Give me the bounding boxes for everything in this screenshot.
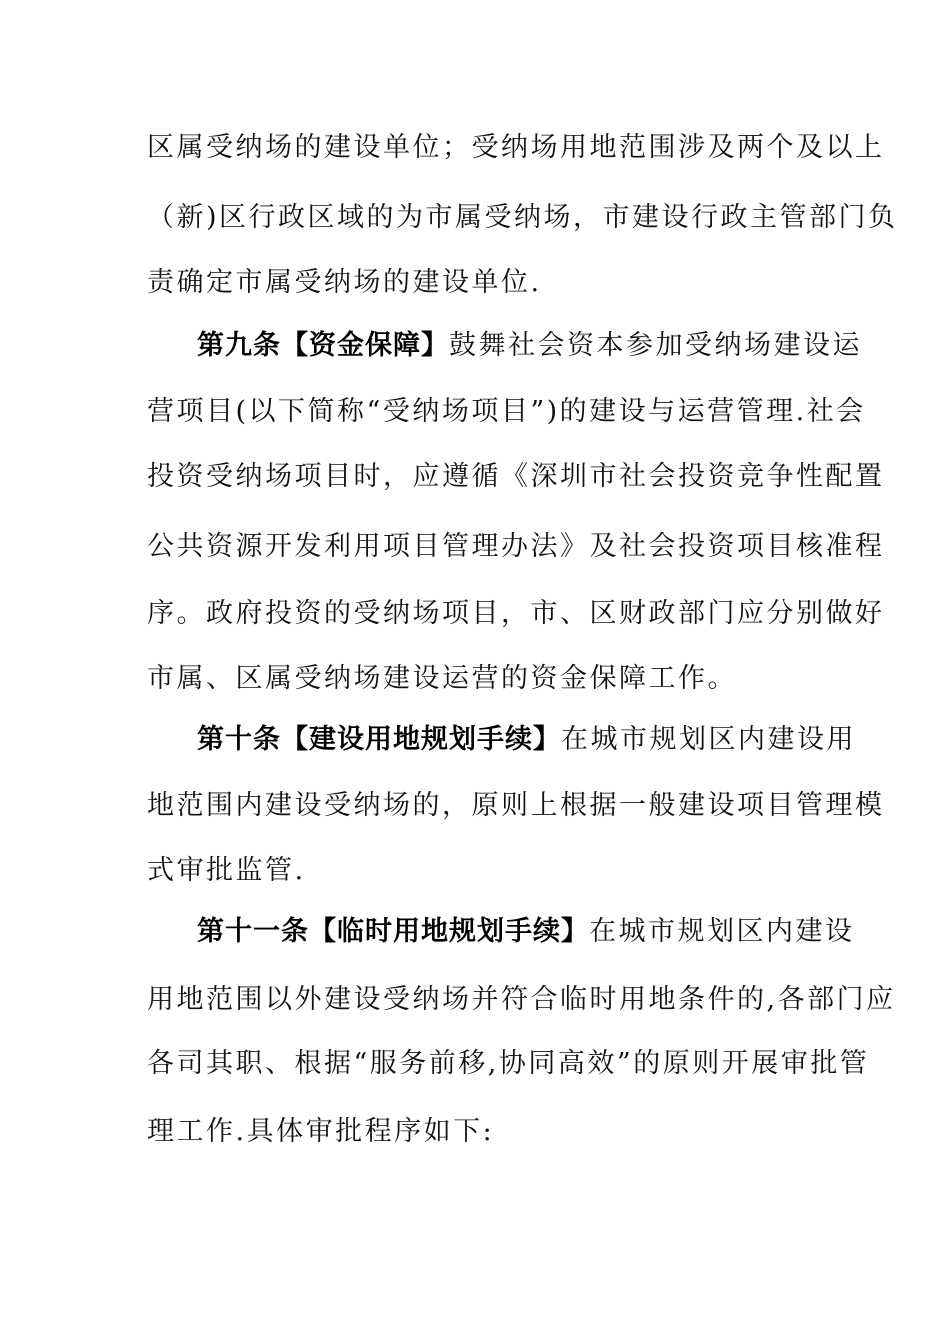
line-text: 理工作.具体审批程序如下: (147, 1116, 495, 1147)
article-heading-line (197, 329, 862, 363)
paragraph-line (147, 983, 896, 1017)
article-heading: 第九条【资金保障】 (197, 330, 449, 361)
line-text: 各司其职、根据“服务前移,协同高效”的原则开展审批管 (147, 1048, 870, 1079)
line-text: （新)区行政区域的为市属受纳场，市建设行政主管部门负 (147, 202, 898, 233)
line-text: 投资受纳场项目时，应遵循《深圳市社会投资竞争性配置 (147, 461, 885, 492)
line-text: 营项目(以下简称“受纳场项目”)的建设与运营管理.社会 (147, 396, 866, 427)
paragraph-line (147, 854, 306, 888)
line-text: 区属受纳场的建设单位；受纳场用地范围涉及两个及以上 (147, 132, 885, 163)
paragraph-line (147, 460, 885, 494)
line-text: 式审批监管. (147, 855, 306, 886)
article-heading-line (197, 915, 855, 949)
line-text: 鼓舞社会资本参加受纳场建设运 (449, 330, 862, 361)
paragraph-line (147, 1115, 494, 1149)
paragraph-line (147, 789, 885, 823)
paragraph-line (147, 662, 737, 696)
paragraph-line (147, 266, 542, 300)
line-text: 在城市规划区内建设用 (561, 724, 856, 755)
paragraph-line (147, 597, 885, 631)
article-heading: 第十条【建设用地规划手续】 (197, 724, 561, 755)
line-text: 市属、区属受纳场建设运营的资金保障工作。 (147, 663, 737, 694)
paragraph-line (147, 530, 885, 564)
paragraph-line (147, 131, 885, 165)
article-heading-line (197, 723, 856, 757)
line-text: 地范围内建设受纳场的，原则上根据一般建设项目管理模 (147, 790, 885, 821)
line-text: 责确定市属受纳场的建设单位. (147, 267, 542, 298)
line-text: 公共资源开发利用项目管理办法》及社会投资项目核准程 (147, 531, 885, 562)
line-text: 用地范围以外建设受纳场并符合临时用地条件的,各部门应 (147, 984, 896, 1015)
line-text: 在城市规划区内建设 (589, 916, 855, 947)
paragraph-line (147, 1047, 869, 1081)
line-text: 序。政府投资的受纳场项目，市、区财政部门应分别做好 (147, 598, 885, 629)
paragraph-line (147, 201, 898, 235)
paragraph-line (147, 395, 866, 429)
article-heading: 第十一条【临时用地规划手续】 (197, 916, 589, 947)
